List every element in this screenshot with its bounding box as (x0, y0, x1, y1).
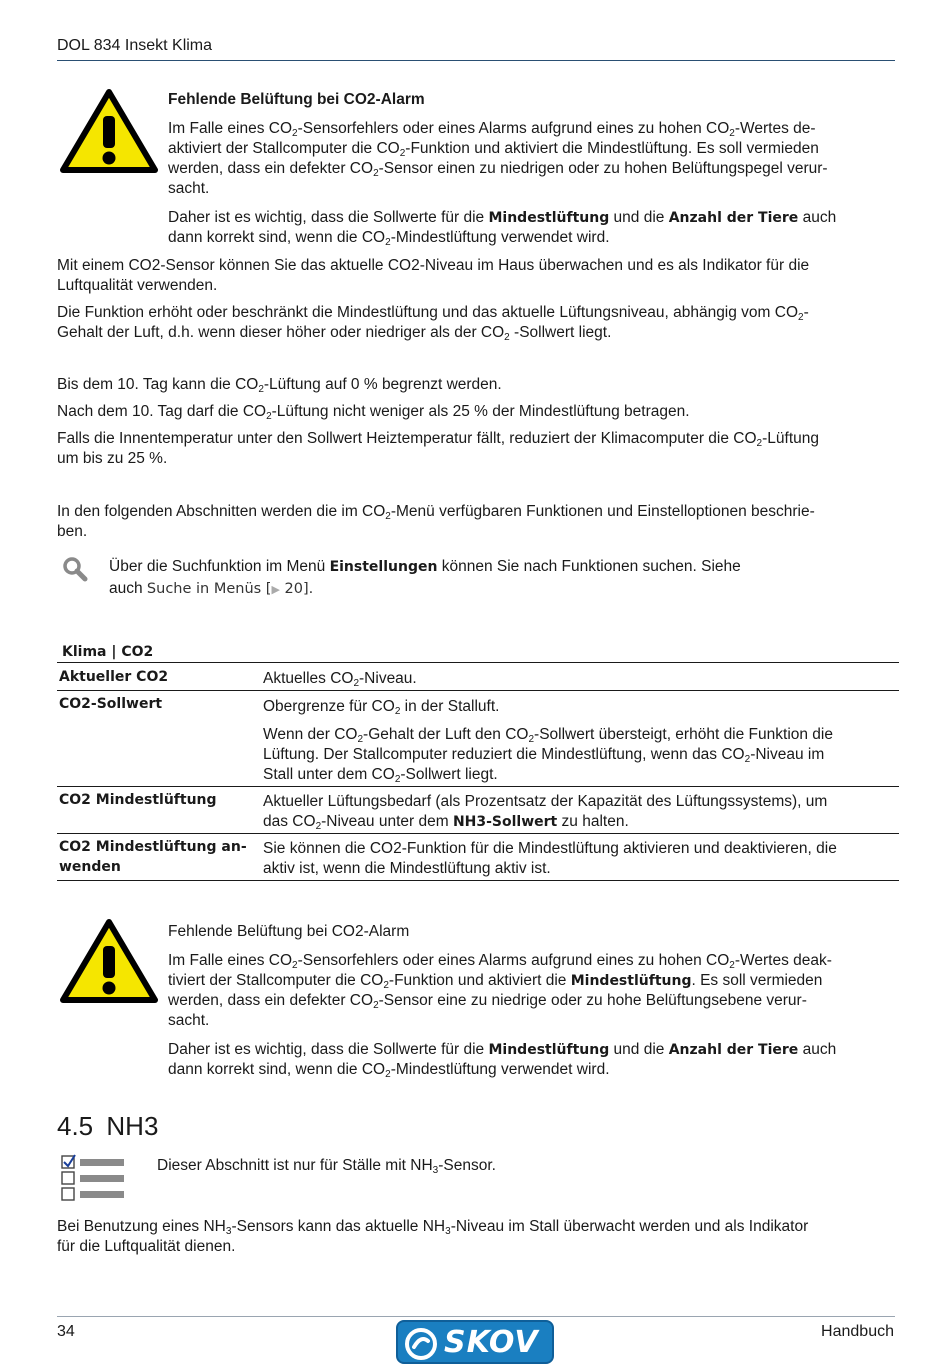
warning-icon (60, 918, 158, 1004)
tip-note: Über die Suchfunktion im Menü Einstellungen können Sie nach Funktionen suchen. Siehe auch Suche in Menüs [▶ 20]. (109, 558, 741, 597)
cross-reference-link[interactable]: Suche in Menüs [▶ 20]. (146, 581, 314, 597)
warning-1 (168, 90, 898, 248)
arrow-right-icon: ▶ (271, 583, 280, 596)
body-text (57, 375, 902, 469)
table-value: Aktueller Lüftungsbedarf (als Prozentsatz der Kapazität des Lüftungssystems), um das $CO_2$-Niveau unter dem NH3-Sollwert zu halten. (263, 793, 828, 832)
table-value: Obergrenze für $CO_2$ in der Stalluft. Wenn der $CO_2$-Gehalt der Luft den $CO_2$-Sollwert übersteigt, erhöht die Funktion die Lüftung. Der Stallcomputer reduziert die Mindestlüftung, wenn das $CO_2$-Niveau im Stall unter dem $CO_2$-Sollwert liegt. (263, 698, 833, 785)
document-title: DOL 834 Insekt Klima (57, 37, 213, 54)
paragraph: Mit einem CO2-Sensor können Sie das aktuelle CO2-Niveau im Haus überwachen und es als Indikator für die Luftqualität verwenden. (57, 257, 810, 294)
table-caption: Klima | CO2 (62, 644, 154, 660)
paragraph: Die Funktion erhöht oder beschränkt die Mindestlüftung und das aktuelle Lüftungsniveau, abhängig vom $CO_2-$ Gehalt der Luft, d.h. wenn dieser höher oder niedriger als der $CO_2$ -Sollwert liegt. (57, 304, 809, 343)
footer-label: Handbuch (821, 1323, 894, 1340)
nh3-note: Dieser Abschnitt ist nur für Ställe mit $NH_3$-Sensor. (157, 1157, 496, 1176)
table-rule (57, 880, 899, 881)
warning-paragraph: Daher ist es wichtig, dass die Sollwerte für die Mindestlüftung und die Anzahl der Tiere auch dann korrekt sind, wenn die $CO_2$-Mindestlüftung verwendet wird. (168, 1041, 837, 1080)
warning-title: Fehlende Belüftung bei CO2-Alarm (168, 91, 425, 108)
warning-paragraph: Daher ist es wichtig, dass die Sollwerte für die Mindestlüftung und die Anzahl der Tiere auch dann korrekt sind, wenn die $CO_2$-Mindestlüftung verwendet wird. (168, 209, 837, 248)
header-rule (57, 60, 895, 61)
table-key: Aktueller CO2 (59, 669, 169, 685)
warning-icon (60, 88, 158, 174)
paragraph: Bis dem 10. Tag kann die $CO_2$-Lüftung auf 0 % begrenzt werden. (57, 376, 502, 395)
paragraph: Nach dem 10. Tag darf die $CO_2$-Lüftung nicht weniger als 25 % der Mindestlüftung betragen. (57, 403, 690, 422)
table-rule (57, 833, 899, 834)
body-text (57, 256, 902, 343)
table-rule (57, 786, 899, 787)
table-key: CO2 Mindestlüftung (59, 792, 217, 808)
section-heading (57, 1110, 158, 1142)
table-key: CO2-Sollwert (59, 696, 163, 712)
table-value: Sie können die CO2-Funktion für die Mindestlüftung aktivieren und deaktivieren, die aktiv ist, wenn die Mindestlüftung aktiv ist. (263, 840, 837, 877)
page-number: 34 (57, 1323, 75, 1340)
warning-paragraph: Im Falle eines $CO_2$-Sensorfehlers oder eines Alarms aufgrund eines zu hohen $CO_2$-Wertes deak- tiviert der Stallcomputer die $CO_2$-Funktion und aktiviert die Mindestlüftung. Es soll vermieden werden, dass ein defekter $CO_2$-Sensor eine zu niedrige oder zu hohe Belüftungsebene verur- sacht. (168, 952, 832, 1029)
section-title: NH3 (106, 1111, 159, 1141)
footer-rule (57, 1316, 895, 1317)
table-key: CO2 Mindestlüftung an- wenden (59, 839, 247, 875)
warning-title: Fehlende Belüftung bei CO2-Alarm (168, 923, 410, 940)
table-value: Aktuelles $CO_2$-Niveau. (263, 670, 417, 689)
checklist-icon (60, 1154, 126, 1202)
warning-2 (168, 922, 898, 1080)
section-number: 4.5 (57, 1111, 94, 1141)
paragraph: Bei Benutzung eines $NH_3$-Sensors kann das aktuelle $NH_3$-Niveau im Stall überwacht werden und als Indikator für die Luftqualität dienen. (57, 1218, 809, 1255)
body-text (57, 502, 902, 542)
page-header (57, 36, 212, 56)
logo-mark-icon (404, 1327, 438, 1361)
paragraph: In den folgenden Abschnitten werden die im $CO_2$-Menü verfügbaren Funktionen und Einstelloptionen beschrie- ben. (57, 503, 815, 540)
paragraph: Falls die Innentemperatur unter den Sollwert Heiztemperatur fällt, reduziert der Klimacomputer die $CO_2$-Lüftung um bis zu 25 %. (57, 430, 819, 467)
search-icon (62, 556, 88, 582)
table-rule (57, 690, 899, 691)
logo-text: SKOV (444, 1325, 539, 1360)
table-rule (57, 662, 899, 663)
warning-paragraph: Im Falle eines $CO_2$-Sensorfehlers oder eines Alarms aufgrund eines zu hohen $CO_2$-Wertes de- aktiviert der Stallcomputer die $CO_2$-Funktion und aktiviert die Mindestlüftung. Es soll vermieden werden, dass ein defekter $CO_2$-Sensor einen zu niedrigen oder zu hohen Belüftungspegel verur- sacht. (168, 120, 828, 197)
skov-logo (396, 1320, 554, 1364)
